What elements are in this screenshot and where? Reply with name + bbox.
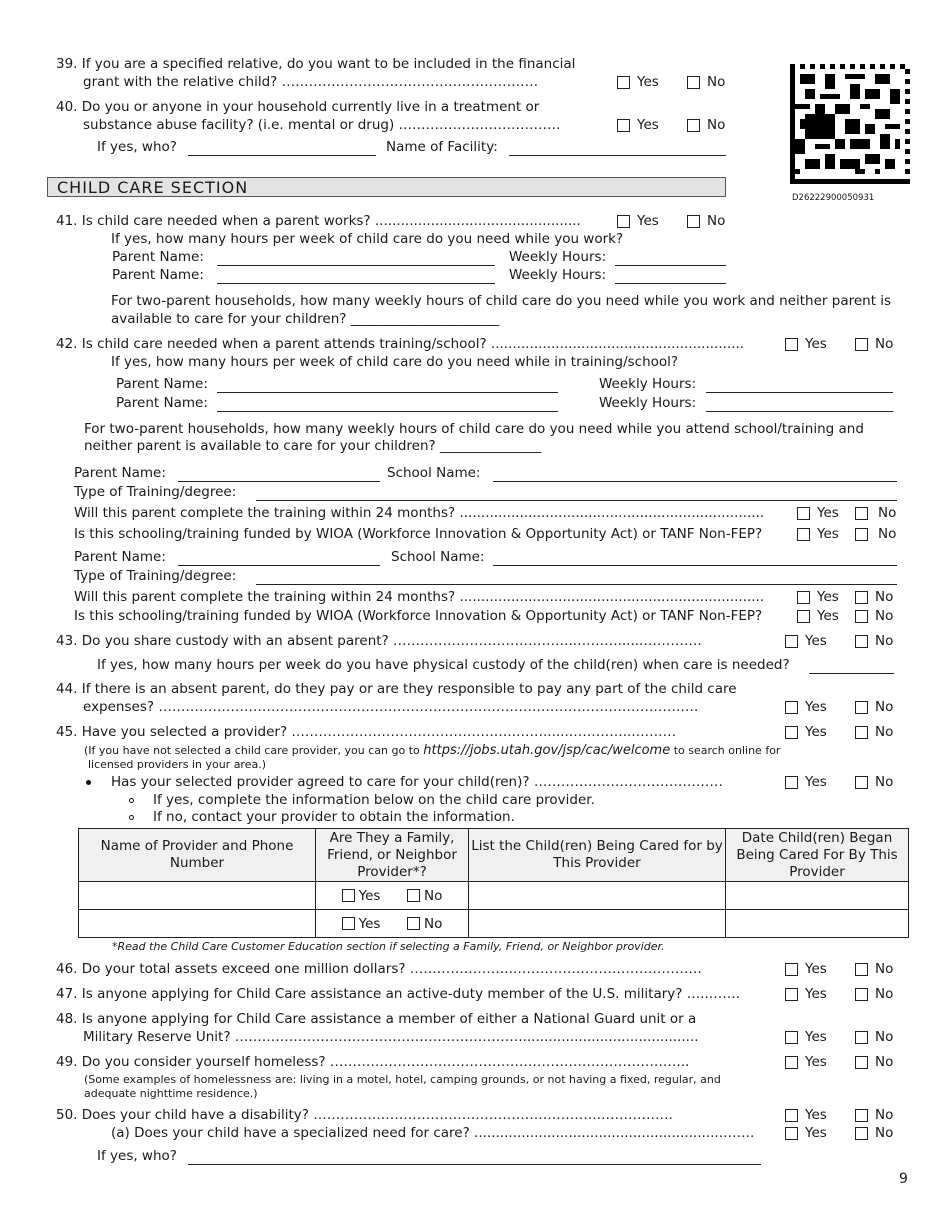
q42-complete-no-checkbox-2[interactable] <box>855 591 868 604</box>
q39-yes-checkbox[interactable] <box>617 76 630 89</box>
q43-yes-checkbox[interactable] <box>785 635 798 648</box>
q42-text-line2: If yes, how many hours per week of child care do you need while in training/school? <box>111 354 679 370</box>
q41-weekly-hours-label-1: Weekly Hours: <box>509 249 607 265</box>
q39-no-label: No <box>707 74 726 90</box>
q42-school-name-label-1: School Name: <box>387 465 481 481</box>
q42-complete-text-2: Will this parent complete the training within 24 months? ....................................................................... <box>74 589 765 605</box>
sub-bullet-icon-2 <box>129 815 134 820</box>
q45-agreed-yes-checkbox[interactable] <box>785 776 798 789</box>
q50a-yes-label: Yes <box>805 1125 827 1141</box>
start-date-cell[interactable] <box>726 910 909 938</box>
table-row <box>79 910 909 938</box>
q42-school-name-field-2[interactable] <box>493 565 897 566</box>
q42-parent-name-label-2: Parent Name: <box>116 395 208 411</box>
q47-no-label: No <box>875 986 894 1002</box>
q42-funded-text-1: Is this schooling/training funded by WIOA (Workforce Innovation & Opportunity Act) or TANF Non-FEP? <box>74 526 763 542</box>
q42-parent-name-field-1[interactable] <box>217 392 558 393</box>
row1-yes-checkbox[interactable] <box>342 889 355 902</box>
q50a-no-checkbox[interactable] <box>855 1127 868 1140</box>
q41-two-parent-line2: available to care for your children? ______________________ <box>111 311 500 327</box>
q42-funded-yes-checkbox-2[interactable] <box>797 610 810 623</box>
q42-school-parent-name-label-2: Parent Name: <box>74 549 166 565</box>
provider-table <box>78 828 909 938</box>
q40-who-field[interactable] <box>188 155 376 156</box>
q43-hours-field[interactable] <box>809 673 894 674</box>
q45-no-label: No <box>875 724 894 740</box>
q42-parent-name-label-1: Parent Name: <box>116 376 208 392</box>
q49-text-line1: 49. Do you consider yourself homeless? …………………………………………………………………….. <box>56 1054 690 1070</box>
q48-yes-label: Yes <box>805 1029 827 1045</box>
sub-bullet-icon-1 <box>129 798 134 803</box>
children-list-cell[interactable] <box>469 910 726 938</box>
q42-training-type-label-2: Type of Training/degree: <box>74 568 237 584</box>
q47-text: 47. Is anyone applying for Child Care assistance an active-duty member of the U.S. military? …..……. <box>56 986 741 1002</box>
q41-text-line2: If yes, how many hours per week of child care do you need while you work? <box>111 231 624 247</box>
q44-no-label: No <box>875 699 894 715</box>
q40-yes-checkbox[interactable] <box>617 119 630 132</box>
q40-text-line2: substance abuse facility? (i.e. mental or drug) ……………………………… <box>83 117 561 133</box>
q46-yes-label: Yes <box>805 961 827 977</box>
q46-text: 46. Do your total assets exceed one million dollars? …………………..…………………………………… <box>56 961 702 977</box>
q42-funded-yes-label-2: Yes <box>817 608 839 624</box>
q50-who-label: If yes, who? <box>97 1148 177 1164</box>
row1-no-label: No <box>424 887 443 904</box>
q41-two-parent-line1: For two-parent households, how many weekly hours of child care do you need while you work and neither parent is <box>111 293 892 309</box>
row2-no-checkbox[interactable] <box>407 917 420 930</box>
q42-complete-yes-checkbox-1[interactable] <box>797 507 810 520</box>
q43-text-line1: 43. Do you share custody with an absent parent? …………………………………..………......…………. <box>56 633 702 649</box>
q42-school-parent-name-field-2[interactable] <box>178 565 380 566</box>
q50-no-checkbox[interactable] <box>855 1109 868 1122</box>
table-row <box>79 882 909 910</box>
q41-yes-checkbox[interactable] <box>617 215 630 228</box>
q41-parent-name-field-1[interactable] <box>217 265 495 266</box>
provider-name-header: Name of Provider and Phone Number <box>79 829 316 882</box>
q50-who-field[interactable] <box>188 1164 761 1165</box>
q48-no-label: No <box>875 1029 894 1045</box>
q39-text-line2: grant with the relative child? ………………………………………………… <box>83 74 539 90</box>
q42-training-type-label-1: Type of Training/degree: <box>74 484 237 500</box>
q49-note-line2: adequate nighttime residence.) <box>84 1087 258 1100</box>
q41-parent-name-field-2[interactable] <box>217 283 495 284</box>
q42-training-type-field-2[interactable] <box>256 584 897 585</box>
q43-yes-label: Yes <box>805 633 827 649</box>
q40-who-label: If yes, who? <box>97 139 177 155</box>
page-number: 9 <box>899 1171 908 1187</box>
q39-text-line1: 39. If you are a specified relative, do you want to be included in the financial <box>56 56 576 72</box>
q43-text-line2: If yes, how many hours per week do you have physical custody of the child(ren) when care is needed? <box>97 657 790 673</box>
q42-two-parent-line1: For two-parent households, how many weekly hours of child care do you need while you attend school/training and <box>84 421 864 437</box>
q49-no-label: No <box>875 1054 894 1070</box>
q45-yes-label: Yes <box>805 724 827 740</box>
q45-no-checkbox[interactable] <box>855 726 868 739</box>
q40-facility-label: Name of Facility: <box>386 139 498 155</box>
q42-complete-text-1: Will this parent complete the training within 24 months? ....................................................................... <box>74 505 765 521</box>
q41-weekly-hours-label-2: Weekly Hours: <box>509 267 607 283</box>
q42-weekly-hours-field-2[interactable] <box>706 411 893 412</box>
q42-funded-no-label-2: No <box>875 608 894 624</box>
barcode-image <box>790 64 910 184</box>
q42-funded-no-checkbox-1[interactable] <box>855 528 868 541</box>
q45-note-text-a: (If you have not selected a child care provider, you can go to <box>84 744 424 757</box>
q41-weekly-hours-field-2[interactable] <box>615 283 726 284</box>
table-footnote: *Read the Child Care Customer Education section if selecting a Family, Friend, or Neighbor provider. <box>112 940 665 953</box>
q43-no-label: No <box>875 633 894 649</box>
provider-search-link[interactable]: https://jobs.utah.gov/jsp/cac/welcome <box>423 743 671 758</box>
provider-table-header-row <box>79 829 909 882</box>
q42-parent-name-field-2[interactable] <box>217 411 558 412</box>
children-list-cell[interactable] <box>469 882 726 910</box>
q44-text-line1: 44. If there is an absent parent, do they pay or are they responsible to pay any part of the child care <box>56 681 737 697</box>
q42-funded-yes-checkbox-1[interactable] <box>797 528 810 541</box>
q42-school-parent-name-label-1: Parent Name: <box>74 465 166 481</box>
q42-no-label: No <box>875 336 894 352</box>
q42-complete-yes-label-1: Yes <box>817 505 839 521</box>
q50a-no-label: No <box>875 1125 894 1141</box>
q50a-text: (a) Does your child have a specialized need for care? .........................................................…….. <box>111 1125 755 1141</box>
start-date-header: Date Child(ren) Began Being Cared For By This Provider <box>726 829 909 882</box>
q45-yes-checkbox[interactable] <box>785 726 798 739</box>
q45-sub-item-1: If yes, complete the information below on the child care provider. <box>153 792 595 808</box>
q42-weekly-hours-label-1: Weekly Hours: <box>599 376 697 392</box>
q46-yes-checkbox[interactable] <box>785 963 798 976</box>
provider-type-header: Are They a Family, Friend, or Neighbor Provider*? <box>316 829 469 882</box>
q42-funded-yes-label-1: Yes <box>817 526 839 542</box>
q43-no-checkbox[interactable] <box>855 635 868 648</box>
row2-no-label: No <box>424 915 443 932</box>
q45-note-line1 <box>84 744 780 757</box>
q42-two-parent-line2: neither parent is available to care for your children? _______________ <box>84 438 542 454</box>
provider-type-cell <box>316 910 469 938</box>
q40-no-label: No <box>707 117 726 133</box>
q42-yes-label: Yes <box>805 336 827 352</box>
q42-complete-yes-label-2: Yes <box>817 589 839 605</box>
q48-text-line2: Military Reserve Unit? ……………………………………………………….......................................... <box>83 1029 699 1045</box>
q45-agreed-no-label: No <box>875 774 894 790</box>
q42-complete-no-label-2: No <box>875 589 894 605</box>
q42-no-checkbox[interactable] <box>855 338 868 351</box>
q42-text-line1: 42. Is child care needed when a parent attends training/school? ........................................................... <box>56 336 745 352</box>
start-date-cell[interactable] <box>726 882 909 910</box>
provider-type-cell <box>316 882 469 910</box>
provider-name-cell[interactable] <box>79 910 316 938</box>
q45-agreed-no-checkbox[interactable] <box>855 776 868 789</box>
q45-agreed-yes-label: Yes <box>805 774 827 790</box>
q41-no-label: No <box>707 213 726 229</box>
q41-no-checkbox[interactable] <box>687 215 700 228</box>
q47-yes-label: Yes <box>805 986 827 1002</box>
q41-parent-name-label-2: Parent Name: <box>112 267 204 283</box>
q41-yes-label: Yes <box>637 213 659 229</box>
q48-no-checkbox[interactable] <box>855 1031 868 1044</box>
bullet-icon <box>86 780 91 785</box>
q44-text-line2: expenses? ………………………………………………………………………………………………………… <box>83 699 699 715</box>
q42-complete-no-checkbox-1[interactable] <box>855 507 868 520</box>
q49-yes-label: Yes <box>805 1054 827 1070</box>
q40-no-checkbox[interactable] <box>687 119 700 132</box>
q49-yes-checkbox[interactable] <box>785 1056 798 1069</box>
q44-yes-checkbox[interactable] <box>785 701 798 714</box>
q42-funded-text-2: Is this schooling/training funded by WIOA (Workforce Innovation & Opportunity Act) or TANF Non-FEP? <box>74 608 763 624</box>
child-care-section-header: CHILD CARE SECTION <box>47 177 726 197</box>
q44-no-checkbox[interactable] <box>855 701 868 714</box>
q40-facility-field[interactable] <box>509 155 726 156</box>
row2-yes-label: Yes <box>358 915 381 932</box>
q42-school-name-field-1[interactable] <box>493 481 897 482</box>
q42-school-name-label-2: School Name: <box>391 549 485 565</box>
row1-no-checkbox[interactable] <box>407 889 420 902</box>
q49-note-line1: (Some examples of homelessness are: living in a motel, hotel, camping grounds, or not having a fixed, regular, and <box>84 1073 721 1086</box>
q50a-yes-checkbox[interactable] <box>785 1127 798 1140</box>
q39-no-checkbox[interactable] <box>687 76 700 89</box>
q40-yes-label: Yes <box>637 117 659 133</box>
q42-yes-checkbox[interactable] <box>785 338 798 351</box>
q45-text-line1: 45. Have you selected a provider? ……………………………………….….……......…………...……… <box>56 724 677 740</box>
q45-note-text-b: to search online for <box>670 744 781 757</box>
q50-yes-label: Yes <box>805 1107 827 1123</box>
q44-yes-label: Yes <box>805 699 827 715</box>
q41-parent-name-label-1: Parent Name: <box>112 249 204 265</box>
children-list-header: List the Child(ren) Being Cared for by This Provider <box>469 829 726 882</box>
q42-weekly-hours-label-2: Weekly Hours: <box>599 395 697 411</box>
q47-no-checkbox[interactable] <box>855 988 868 1001</box>
q41-weekly-hours-field-1[interactable] <box>615 265 726 266</box>
q45-note-line2: licensed providers in your area.) <box>88 758 267 771</box>
q48-yes-checkbox[interactable] <box>785 1031 798 1044</box>
q42-complete-yes-checkbox-2[interactable] <box>797 591 810 604</box>
q42-funded-no-checkbox-2[interactable] <box>855 610 868 623</box>
q46-no-label: No <box>875 961 894 977</box>
q42-school-parent-name-field-1[interactable] <box>178 481 380 482</box>
q39-yes-label: Yes <box>637 74 659 90</box>
row1-yes-label: Yes <box>358 887 381 904</box>
q42-training-type-field-1[interactable] <box>256 500 897 501</box>
q45-bullet-text: Has your selected provider agreed to care for your child(ren)? …………………………………… <box>111 774 723 790</box>
q47-yes-checkbox[interactable] <box>785 988 798 1001</box>
q42-complete-no-label-1: No <box>878 505 897 521</box>
provider-name-cell[interactable] <box>79 882 316 910</box>
q49-no-checkbox[interactable] <box>855 1056 868 1069</box>
q42-funded-no-label-1: No <box>878 526 897 542</box>
q50-text-line1: 50. Does your child have a disability? ……………………………………………………….……………. <box>56 1107 673 1123</box>
q41-text-line1: 41. Is child care needed when a parent works? ................................................ <box>56 213 581 229</box>
q46-no-checkbox[interactable] <box>855 963 868 976</box>
q45-sub-item-2: If no, contact your provider to obtain the information. <box>153 809 515 825</box>
q50-no-label: No <box>875 1107 894 1123</box>
q48-text-line1: 48. Is anyone applying for Child Care assistance a member of either a National Guard unit or a <box>56 1011 697 1027</box>
row2-yes-checkbox[interactable] <box>342 917 355 930</box>
q42-weekly-hours-field-1[interactable] <box>706 392 893 393</box>
barcode-id: D26222900050931 <box>792 193 875 203</box>
q40-text-line1: 40. Do you or anyone in your household currently live in a treatment or <box>56 99 540 115</box>
q50-yes-checkbox[interactable] <box>785 1109 798 1122</box>
